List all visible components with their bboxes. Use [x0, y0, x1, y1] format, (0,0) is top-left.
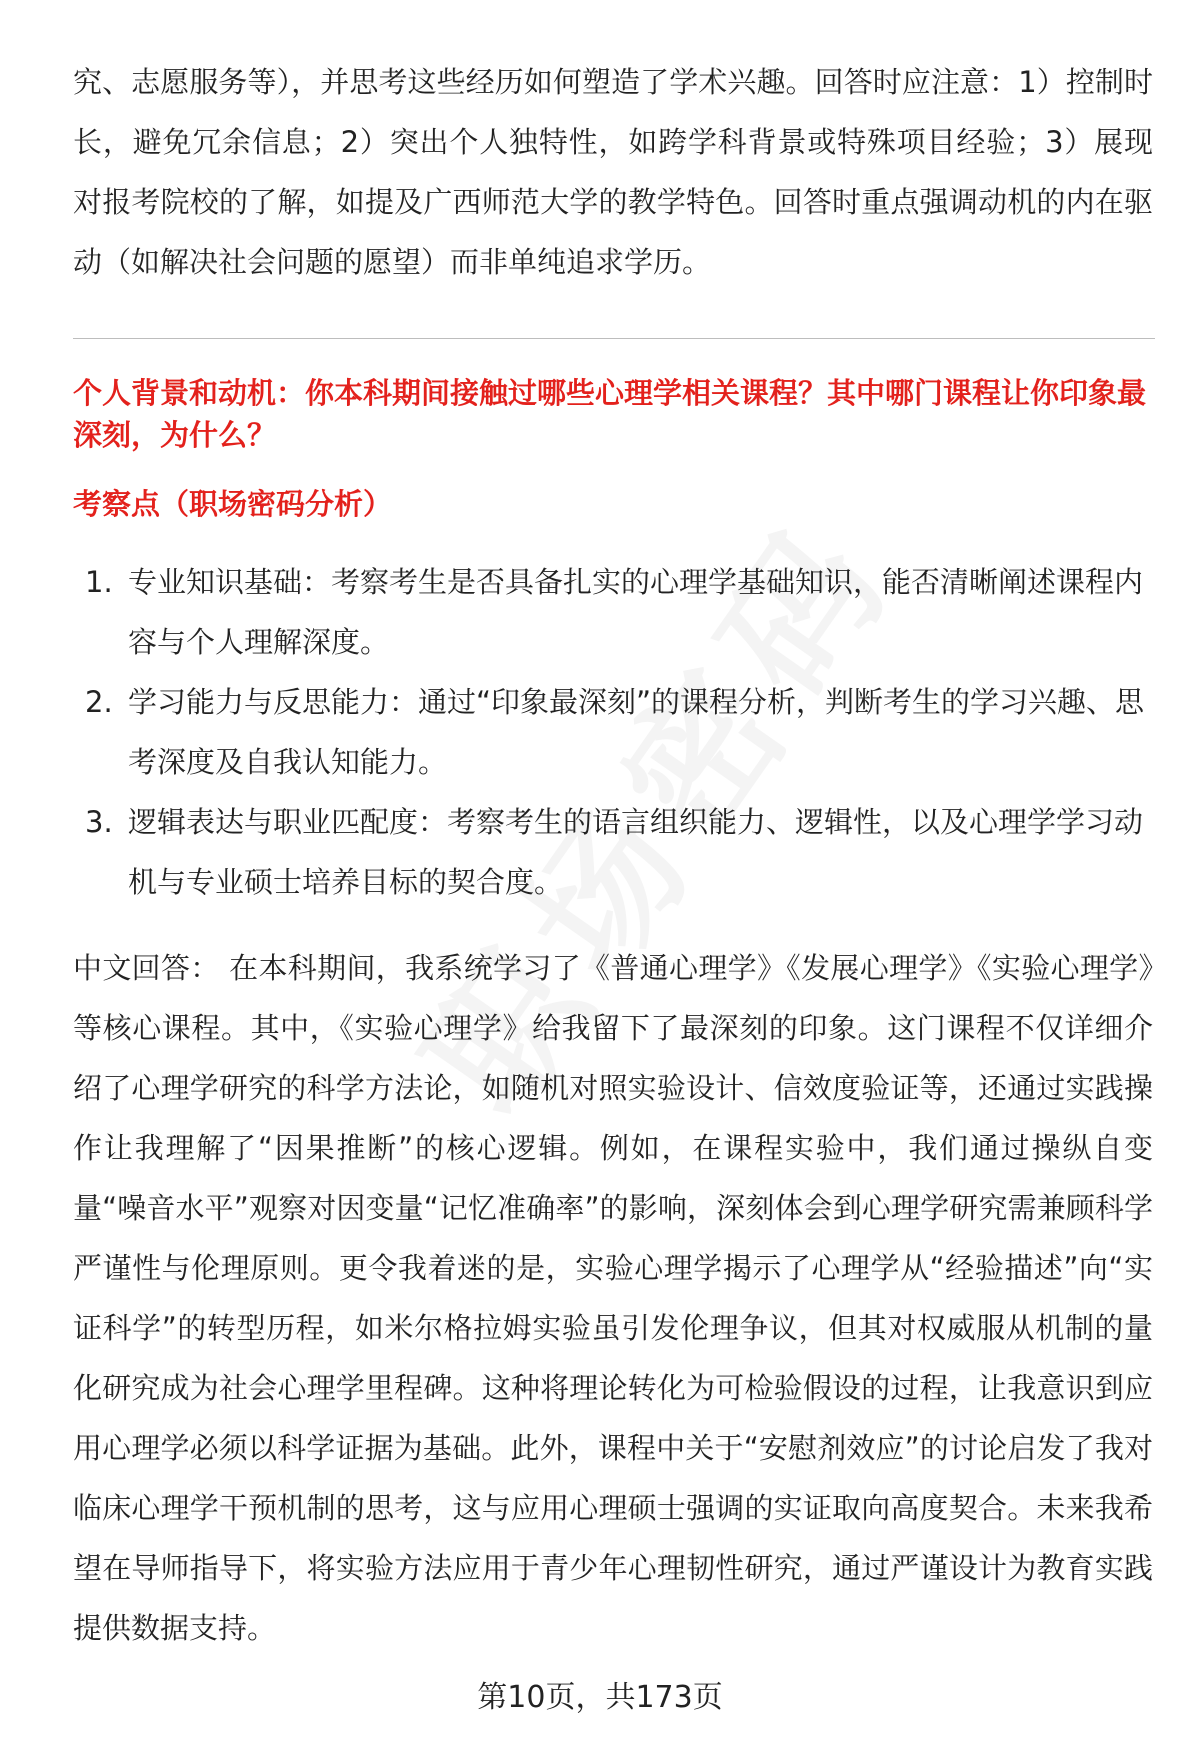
answer-paragraph: 中文回答： 在本科期间，我系统学习了《普通心理学》《发展心理学》《实验心理学》等核心课程。其中，《实验心理学》给我留下了最深刻的印象。这门课程不仅详细介绍了心理学研究的科学方法论，如随机对照实验设计、信效度验证等，还通过实践操作让我理解了“因果推断”的核心逻辑。例如，在课程实验中，我们通过操纵自变量“噪音水平”观察对因变量“记忆准确率”的影响，深刻体会到心理学研究需兼顾科学严谨性与伦理原则。更令我着迷的是，实验心理学揭示了心理学从“经验描述”向“实证科学”的转型历程，如米尔格拉姆实验虽引发伦理争议，但其对权威服从机制的量化研究成为社会心理学里程碑。这种将理论转化为可检验假设的过程，让我意识到应用心理学必须以科学证据为基础。此外，课程中关于“安慰剂效应”的讨论启发了我对临床心理学干预机制的思考，这与应用心理硕士强调的实证取向高度契合。未来我希望在导师指导下，将实验方法应用于青少年心理韧性研究，通过严谨设计为教育实践提供数据支持。: [73, 951, 1153, 1645]
list-item-text: 专业知识基础：考察考生是否具备扎实的心理学基础知识，能否清晰阐述课程内容与个人理解深度。: [128, 565, 1144, 659]
section-divider: [73, 338, 1155, 339]
list-item: [73, 552, 1163, 672]
question-heading: 个人背景和动机：你本科期间接触过哪些心理学相关课程？其中哪门课程让你印象最深刻，为什么？: [73, 376, 1147, 452]
list-item-number: 3.: [85, 805, 113, 839]
intro-paragraph: 究、志愿服务等），并思考这些经历如何塑造了学术兴趣。回答时应注意：1）控制时长，避免冗余信息；2）突出个人独特性，如跨学科背景或特殊项目经验；3）展现对报考院校的了解，如提及广西师范大学的教学特色。回答时重点强调动机的内在驱动（如解决社会问题的愿望）而非单纯追求学历。: [73, 65, 1153, 279]
list-item-text: 学习能力与反思能力：通过“印象最深刻”的课程分析，判断考生的学习兴趣、思考深度及自我认知能力。: [128, 685, 1145, 779]
list-item-number: 1.: [85, 565, 113, 599]
list-item-text: 逻辑表达与职业匹配度：考察考生的语言组织能力、逻辑性，以及心理学学习动机与专业硕士培养目标的契合度。: [128, 805, 1144, 899]
list-item: [73, 792, 1163, 912]
page-number-footer: 第10页，共173页: [477, 1680, 723, 1715]
assessment-points-list: [73, 552, 1163, 912]
assessment-subheading: 考察点（职场密码分析）: [73, 487, 393, 521]
list-item-number: 2.: [85, 685, 113, 719]
list-item: [73, 672, 1163, 792]
